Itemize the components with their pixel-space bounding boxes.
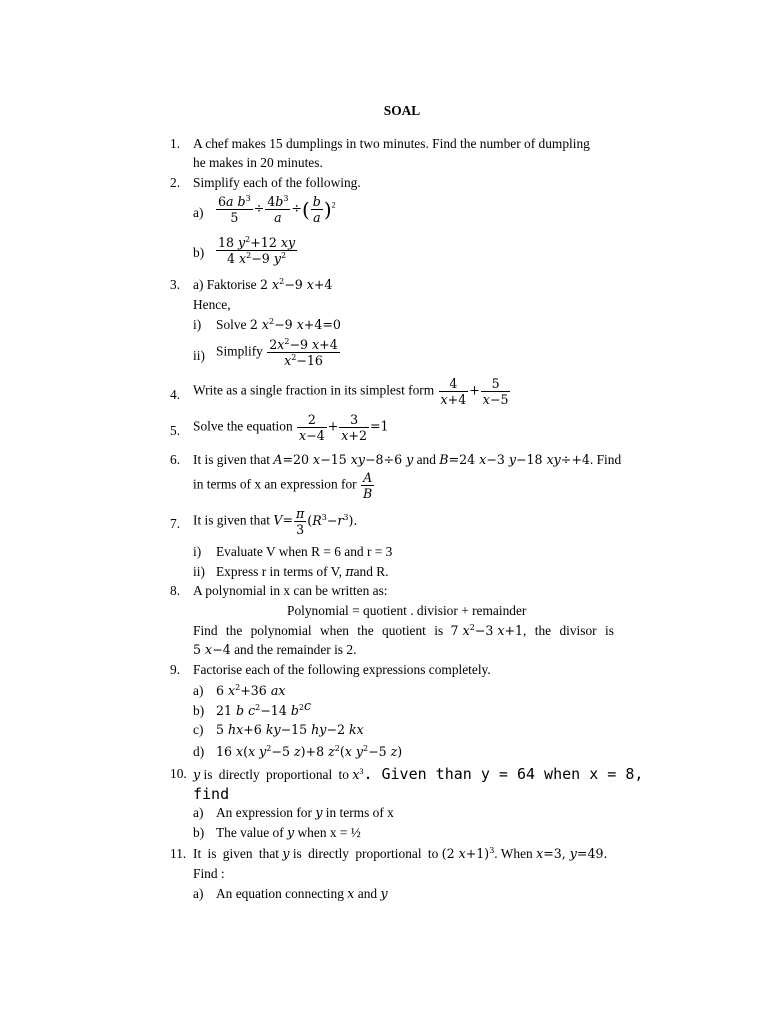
part-label: i): [193, 544, 202, 559]
question-11-a-text-a: An equation connecting: [216, 886, 344, 901]
question-10-a-line: An expression for y in terms of x: [216, 805, 394, 820]
question-8-text: A polynomial in x can be written as:: [193, 583, 388, 598]
part-label: i): [193, 317, 202, 332]
question-11-text-3: . When: [494, 846, 533, 861]
question-3-text: a) Faktorise: [193, 277, 257, 292]
question-11-line-1: It is given that y is directly proportional to (2 x+1)$^3$. When x=3, y=49.: [193, 846, 608, 861]
question-3-i-text: Solve: [216, 317, 247, 332]
question-number: 1.: [170, 136, 181, 151]
question-2-text: Simplify each of the following.: [193, 175, 361, 190]
part-label: b): [193, 825, 205, 840]
question-8-line-4: 5 x−4 and the remainder is 2.: [193, 642, 357, 657]
part-label: a): [193, 205, 204, 220]
math-expression-2a: $\frac{6a b^3}{5}$ ÷ $\frac{4b^3}{a}$ ÷( $\frac{b}{a}$ )$^2$: [218, 194, 336, 225]
math-expression-9a: 6 $x^2+36$ ax: [216, 683, 286, 698]
question-6-find: . Find: [589, 452, 622, 467]
question-6-line-2: in terms of x an expression for $\frac{A}{B}$: [193, 470, 373, 501]
part-label: a): [193, 683, 204, 698]
math-expression-2b: $\frac{18 y^2+12 xy}{4 x^2-9 y^2}$: [218, 235, 296, 266]
question-number: 10.: [170, 766, 187, 781]
question-10-b-text-a: The value of: [216, 825, 284, 840]
question-number: 9.: [170, 662, 181, 677]
question-5-text: Solve the equation: [193, 418, 293, 434]
question-8-text-3b: , the divisor is: [523, 623, 614, 638]
question-7-text: It is given that: [193, 512, 270, 528]
question-11-text-1: It is given that: [193, 846, 279, 861]
part-label: a): [193, 886, 204, 901]
question-10-a-text-b: in terms of x: [325, 805, 394, 820]
question-number: 6.: [170, 452, 181, 467]
math-expression-9b: 21 b $c^2-14$ $b^{2c}$: [216, 698, 312, 718]
question-8-line-3: Find the polynomial when the quotient is 7 $x^2-3$ x+1, the divisor is: [193, 623, 614, 638]
question-number: 11.: [170, 846, 187, 861]
math-expression-9d: 16 x(x $y^2-5$ z)+8 $z^2(x$ $y^2-5$ z): [216, 744, 403, 759]
question-number: 7.: [170, 516, 181, 531]
question-6-text-1: It is given that: [193, 452, 270, 467]
question-11-find: Find :: [193, 866, 225, 881]
question-3-ii-line: Simplify $\frac{2x^2-9 x+4}{x^2-16}$: [216, 337, 338, 368]
part-label: a): [193, 805, 204, 820]
question-1-line-1: A chef makes 15 dumplings in two minutes. Find the number of dumpling: [193, 136, 590, 151]
question-number: 5.: [170, 423, 181, 438]
part-label: c): [193, 722, 204, 737]
question-3-i-line: Solve 2 $x^2-9$ x+4=0: [216, 317, 341, 332]
question-11-text-2: is directly proportional to: [292, 846, 439, 861]
part-label: d): [193, 744, 205, 759]
page-title: SOAL: [383, 103, 421, 118]
question-11-a-text-b: and: [357, 886, 378, 901]
question-6-line-1: It is given that A=20 x−15 xy−8÷6 y and B=24 x−3 y−18 xy÷+4. Find: [193, 452, 622, 467]
question-7-ii-text-a: Express r in terms of V,: [216, 564, 342, 579]
question-7-line: It is given that V= $\frac{\pi}{3}$ $(R^3-r^3)$.: [193, 506, 358, 537]
question-10-b-line: The value of y when x = ½: [216, 825, 361, 840]
part-label: b): [193, 703, 205, 718]
question-7-i-text: Evaluate V when R = 6 and r = 3: [216, 544, 393, 559]
question-10-b-text-b: when x = ½: [297, 825, 361, 840]
question-number: 3.: [170, 277, 181, 292]
question-9-text: Factorise each of the following expressions completely.: [193, 662, 491, 677]
question-8-text-3a: Find the polynomial when the quotient is: [193, 623, 444, 638]
question-3-hence: Hence,: [193, 297, 231, 312]
question-3-ii-text: Simplify: [216, 343, 263, 359]
question-7-ii-text-b: and R.: [353, 564, 389, 579]
question-11-a-line: An equation connecting x and y: [216, 886, 388, 901]
question-8-formula: Polynomial = quotient . divisior + remainder: [287, 603, 527, 618]
question-number: 2.: [170, 175, 181, 190]
question-10-text-1: is directly proportional to: [203, 767, 349, 782]
question-number: 4.: [170, 387, 181, 402]
question-4-text: Write as a single fraction in its simplest form: [193, 382, 435, 398]
question-6-and: and: [416, 452, 436, 467]
question-7-ii-line: Express r in terms of V, πand R.: [216, 564, 389, 579]
question-8-text-4: and the remainder is 2.: [234, 642, 357, 657]
part-label: ii): [193, 348, 205, 363]
question-5-line: Solve the equation $\frac{2}{x-4}$ + $\frac{3}{x+2}$ =1: [193, 412, 389, 443]
question-10-find: find: [193, 785, 230, 803]
math-expression-9c: 5 hx+6 ky−15 hy−2 kx: [216, 722, 364, 737]
part-label: b): [193, 245, 205, 260]
part-label: ii): [193, 564, 205, 579]
question-10-a-text-a: An expression for: [216, 805, 312, 820]
question-10-line-1: y is directly proportional to $x^3$. Given than y = 64 when x = 8,: [193, 765, 644, 783]
question-1-line-2: he makes in 20 minutes.: [193, 155, 323, 170]
question-number: 8.: [170, 583, 181, 598]
question-4-line: Write as a single fraction in its simplest form $\frac{4}{x+4}$ + $\frac{5}{x-5}$: [193, 376, 509, 407]
question-10-text-2: . Given than y = 64 when x = 8,: [363, 765, 644, 783]
question-6-text-2: in terms of x an expression for: [193, 476, 357, 492]
question-3-line: a) Faktorise 2 $x^2-9$ x+4: [193, 277, 333, 292]
